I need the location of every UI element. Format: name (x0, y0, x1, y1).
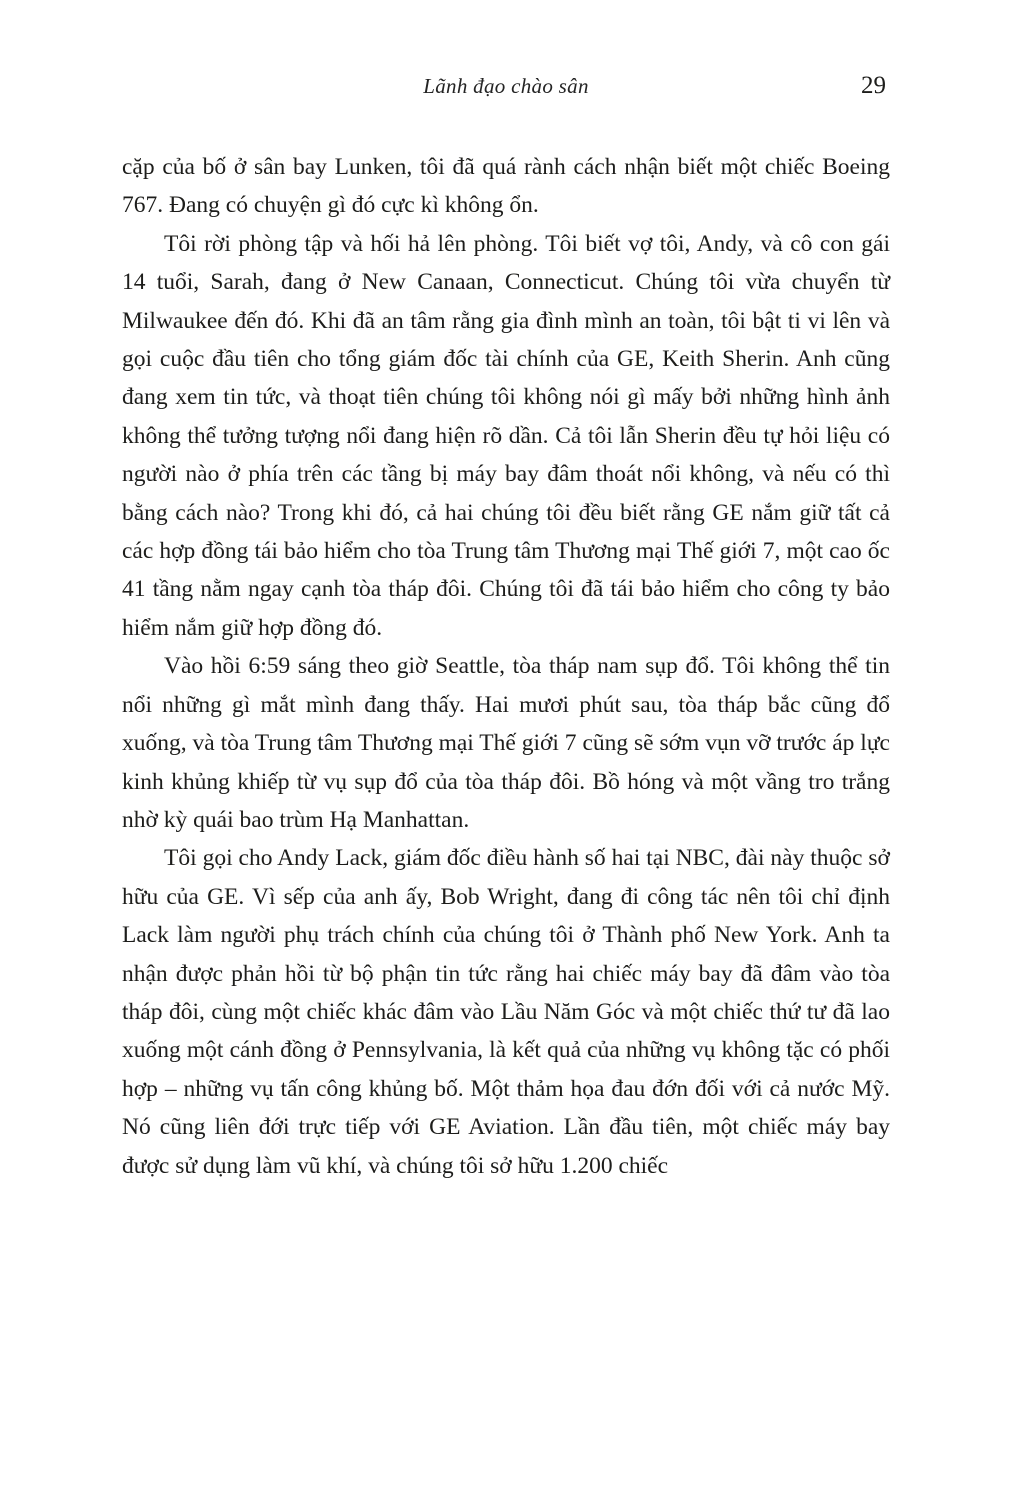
paragraph-continuation: cặp của bố ở sân bay Lunken, tôi đã quá rành cách nhận biết một chiếc Boeing 767. Đang có chuyện gì đó cực kì không ổn. (122, 154, 890, 219)
page-header (122, 74, 890, 108)
paragraph: Vào hồi 6:59 sáng theo giờ Seattle, tòa tháp nam sụp đổ. Tôi không thể tin nổi những gì mắt mình đang thấy. Hai mươi phút sau, tòa tháp bắc cũng đổ xuống, và tòa Trung tâm Thương mại Thế giới 7 cũng sẽ sớm vụn vỡ trước áp lực kinh khủng khiếp từ vụ sụp đổ của tòa tháp đôi. Bồ hóng và một vầng tro trắng nhờ kỳ quái bao trùm Hạ Manhattan. (122, 653, 890, 833)
running-title: Lãnh đạo chào sân (423, 74, 589, 98)
page-number: 29 (861, 72, 886, 99)
page-body (122, 148, 890, 1185)
paragraph: Tôi rời phòng tập và hối hả lên phòng. Tôi biết vợ tôi, Andy, và cô con gái 14 tuổi, Sarah, đang ở New Canaan, Connecticut. Chúng tôi vừa chuyển từ Milwaukee đến đó. Khi đã an tâm rằng gia đình mình an toàn, tôi bật ti vi lên và gọi cuộc đầu tiên cho tổng giám đốc tài chính của GE, Keith Sherin. Anh cũng đang xem tin tức, và thoạt tiên chúng tôi không nói gì mấy bởi những hình ảnh không thể tưởng tượng nổi đang hiện rõ dần. Cả tôi lẫn Sherin đều tự hỏi liệu có người nào ở phía trên các tầng bị máy bay đâm thoát nổi không, và nếu có thì bằng cách nào? Trong khi đó, cả hai chúng tôi đều biết rằng GE nắm giữ tất cả các hợp đồng tái bảo hiểm cho tòa Trung tâm Thương mại Thế giới 7, một cao ốc 41 tầng nằm ngay cạnh tòa tháp đôi. Chúng tôi đã tái bảo hiểm cho công ty bảo hiểm nắm giữ hợp đồng đó. (122, 230, 890, 641)
paragraph: Tôi gọi cho Andy Lack, giám đốc điều hành số hai tại NBC, đài này thuộc sở hữu của GE. Vì sếp của anh ấy, Bob Wright, đang đi công tác nên tôi chỉ định Lack làm người phụ trách chính của chúng tôi ở Thành phố New York. Anh ta nhận được phản hồi từ bộ phận tin tức rằng hai chiếc máy bay đã đâm vào tòa tháp đôi, cùng một chiếc khác đâm vào Lầu Năm Góc và một chiếc thứ tư đã lao xuống một cánh đồng ở Pennsylvania, là kết quả của những vụ không tặc có phối hợp – những vụ tấn công khủng bố. Một thảm họa đau đớn đối với cả nước Mỹ. Nó cũng liên đới trực tiếp với GE Aviation. Lần đầu tiên, một chiếc máy bay được sử dụng làm vũ khí, và chúng tôi sở hữu 1.200 chiếc (122, 845, 890, 1179)
